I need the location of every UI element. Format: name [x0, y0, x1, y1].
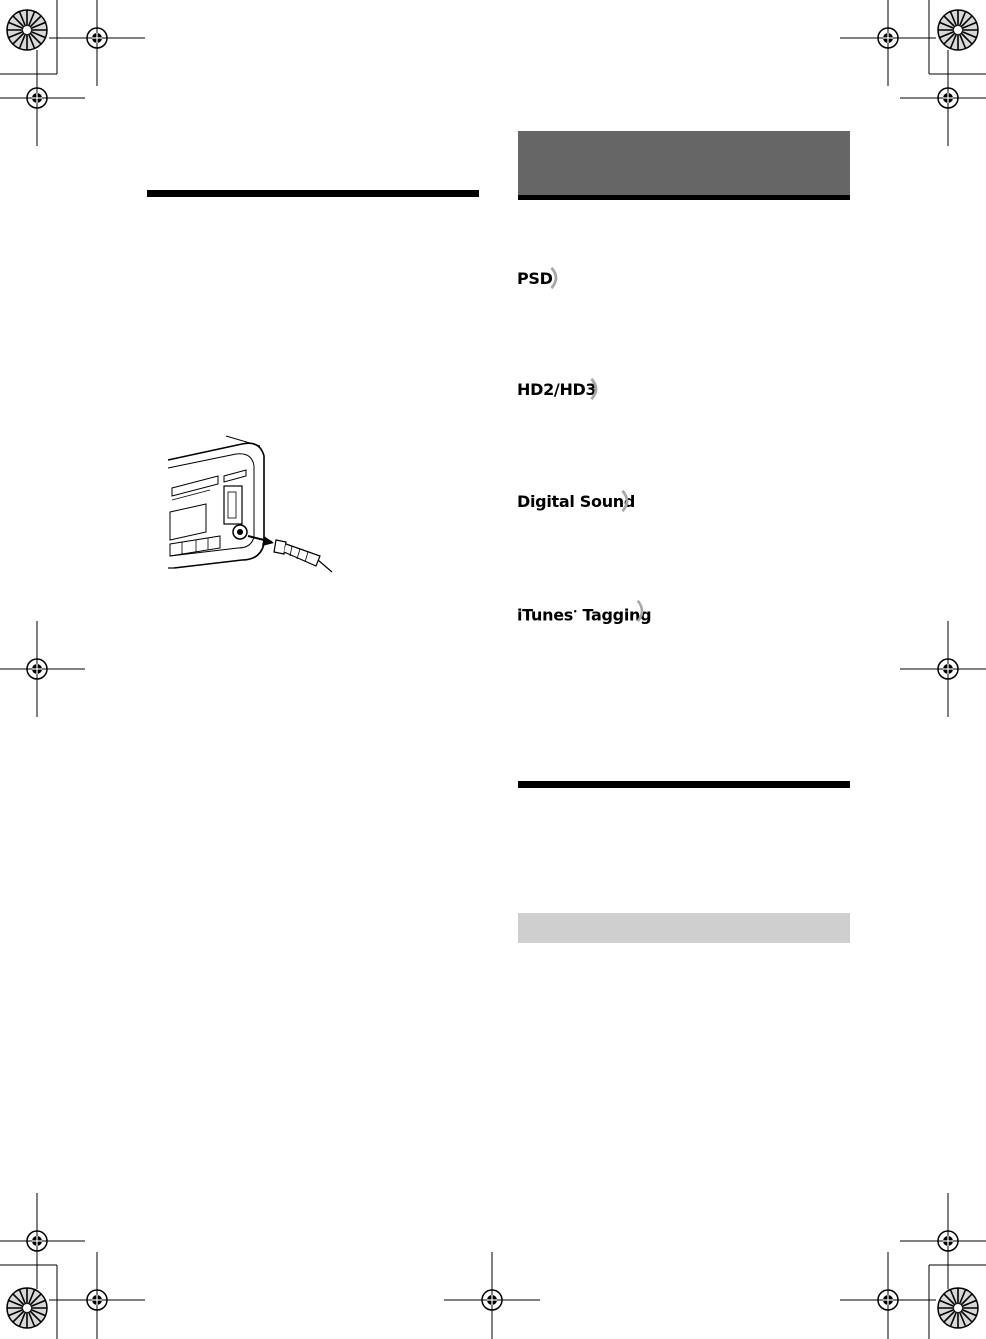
- broadcast-arc-icon: [549, 266, 563, 290]
- color-wheel-icon: [938, 1288, 978, 1328]
- itunes-logo-text: iTunes: [517, 605, 573, 625]
- registration-mark-icon: [49, 0, 145, 86]
- section-rule-left: [147, 190, 479, 197]
- broadcast-arc-icon: [589, 377, 603, 401]
- itunes-registered-mark: •: [573, 608, 578, 616]
- section-rule-right: [518, 781, 850, 788]
- color-wheel-icon: [7, 1288, 47, 1328]
- broadcast-arc-icon: [635, 599, 649, 623]
- digital-sound-logo-text: Digital Sound: [517, 492, 636, 511]
- registration-mark-icon: [840, 1252, 936, 1339]
- registration-mark-icon: [0, 621, 85, 717]
- psd-logo-text: PSD: [517, 269, 553, 288]
- section-header-bar: [518, 131, 850, 195]
- broadcast-arc-icon: [620, 489, 634, 513]
- color-wheel-icon: [7, 10, 47, 50]
- registration-mark-icon: [0, 50, 85, 146]
- hd2hd3-logo-text: HD2/HD3: [517, 380, 597, 399]
- section-header-rule: [518, 195, 850, 200]
- color-wheel-icon: [938, 10, 978, 50]
- tagging-logo-text: Tagging: [582, 605, 652, 625]
- registration-mark-icon: [900, 621, 986, 717]
- car-stereo-aux-jack-illustration: [160, 432, 340, 574]
- registration-mark-icon: [900, 50, 986, 146]
- registration-mark-icon: [444, 1252, 540, 1339]
- registration-mark-icon: [0, 1193, 85, 1289]
- subsection-bar: [518, 913, 850, 943]
- registration-mark-icon: [49, 1252, 145, 1339]
- registration-mark-icon: [900, 1193, 986, 1289]
- registration-mark-icon: [840, 0, 936, 86]
